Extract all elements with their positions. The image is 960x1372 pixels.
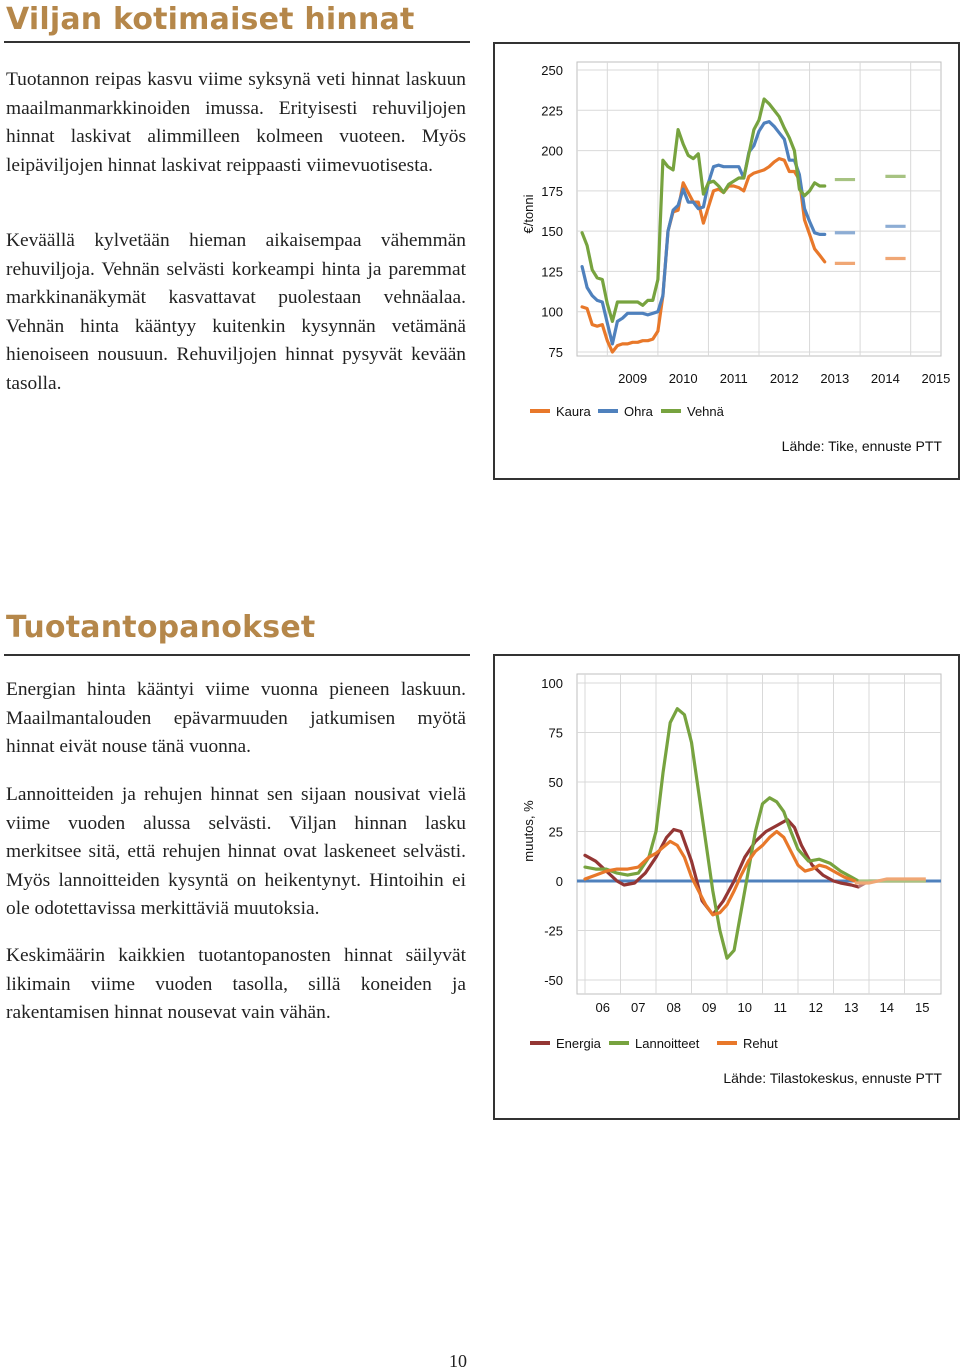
y-tick-label: 200 xyxy=(541,143,563,159)
y-tick-label: -25 xyxy=(544,923,563,939)
grain-price-chart xyxy=(493,42,960,480)
x-tick-label: 08 xyxy=(666,1000,681,1015)
paragraph: Tuotannon reipas kasvu viime syksynä veti hinnat laskuun maailmanmarkkinoiden imussa. Erityisesti rehuviljojen hinnat laskivat alimmilleen kolmeen vuoteen. Myös leipäviljojen hinnat laskivat reippaasti viimevuotisesta. xyxy=(6,69,466,176)
plot-area xyxy=(577,674,941,994)
legend-label: Energia xyxy=(556,1036,601,1051)
y-tick-label: 175 xyxy=(541,183,563,199)
paragraph: Keskimäärin kaikkien tuotantopanosten hinnat säilyvät likimain viime vuoden tasolla, sillä koneiden ja rakentamisen hinnat nousevat vain vähän. xyxy=(6,945,466,1024)
y-axis-label: €/tonni xyxy=(521,194,536,234)
x-tick-label: 10 xyxy=(737,1000,752,1015)
paragraph: Energian hinta kääntyi viime vuonna pieneen laskuun. Maailmantalouden epävarmuuden jatkumisen myötä hinnat eivät nouse tänä vuonna. xyxy=(6,679,466,758)
y-tick-label: 100 xyxy=(541,676,563,691)
y-tick-label: 50 xyxy=(548,775,563,790)
x-tick-label: 06 xyxy=(595,1000,610,1015)
legend-label: Kaura xyxy=(556,404,591,419)
y-tick-label: 0 xyxy=(555,874,563,889)
y-tick-label: 150 xyxy=(541,224,563,240)
x-tick-label: 14 xyxy=(879,1000,894,1015)
paragraph: Lannoitteiden ja rehujen hinnat sen sijaan nousivat vielä viime vuoden alussa selvästi. Viljan hinnan lasku merkitsee sitä, että rehujen hinnat ovat laskeneet selvästi. Myös lannoitteiden kysyntä on heikentynyt. Hintoihin ei ole odotettavissa merkittäviä muutoksia. xyxy=(6,784,466,920)
y-tick-label: -50 xyxy=(544,973,563,988)
paragraph: Keväällä kylvetään hieman aikaisempaa vähemmän rehuviljoja. Vehnän selvästi korkeampi hinta ja paremmat markkinanäkymät kasvattavat puolestaan vehnäalaa. Vehnän hinta kääntyy kuitenkin kysynnän vetämänä hienoiseen nousuun. Rehuviljojen hinnat pysyvät kevään tasolla. xyxy=(6,230,466,394)
x-tick-label: 11 xyxy=(773,1000,787,1015)
input-price-chart-svg xyxy=(495,656,958,1118)
x-tick-label: 13 xyxy=(844,1000,859,1015)
x-tick-label: 2014 xyxy=(870,371,900,386)
x-tick-label: 2010 xyxy=(668,371,698,386)
x-tick-label: 2011 xyxy=(719,371,748,386)
legend-label: Vehnä xyxy=(687,404,724,419)
y-tick-label: 25 xyxy=(548,824,563,840)
chart-source: Lähde: Tilastokeskus, ennuste PTT xyxy=(723,1070,942,1086)
section-title-production-inputs: Tuotantopanokset xyxy=(6,610,316,645)
x-tick-label: 07 xyxy=(631,1000,646,1015)
section-title-grain-prices: Viljan kotimaiset hinnat xyxy=(6,2,415,37)
input-price-chart xyxy=(493,654,960,1120)
x-tick-label: 15 xyxy=(915,1000,930,1015)
chart-source: Lähde: Tike, ennuste PTT xyxy=(781,438,942,454)
y-tick-label: 100 xyxy=(541,304,563,320)
title-underline xyxy=(4,41,470,43)
title-underline xyxy=(4,654,470,656)
x-tick-label: 2012 xyxy=(769,371,799,386)
x-tick-label: 12 xyxy=(808,1000,823,1015)
x-tick-label: 2015 xyxy=(921,371,951,386)
y-tick-label: 75 xyxy=(548,725,563,741)
x-tick-label: 2013 xyxy=(820,371,850,386)
x-tick-label: 2009 xyxy=(618,371,648,386)
legend-label: Lannoitteet xyxy=(635,1036,700,1051)
legend-label: Rehut xyxy=(743,1036,778,1051)
grain-price-chart-svg xyxy=(495,44,958,478)
y-tick-label: 125 xyxy=(541,264,563,280)
page-number: 10 xyxy=(449,1351,467,1371)
y-axis-label: muutos, % xyxy=(521,800,536,862)
y-tick-label: 250 xyxy=(541,63,563,78)
y-tick-label: 225 xyxy=(541,103,563,119)
y-tick-label: 75 xyxy=(548,345,563,360)
legend-label: Ohra xyxy=(624,404,653,419)
x-tick-label: 09 xyxy=(702,1000,717,1015)
